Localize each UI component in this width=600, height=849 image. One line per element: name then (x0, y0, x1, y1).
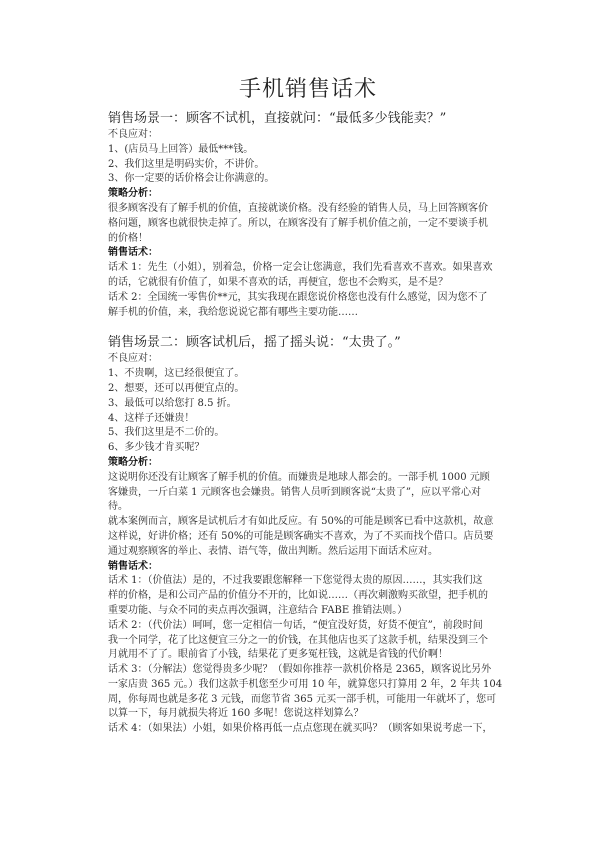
scene2-script-line: 话术 4：（如果法）小姐，如果价格再低一点点您现在就买吗？（顾客如果说考虑一下， (108, 723, 493, 735)
scene2-bad-item: 5、我们这里是不二价的。 (108, 427, 225, 439)
scene1-strategy-label: 策略分析： (108, 188, 158, 200)
scene1-script-line: 的话，它就很有价值了，如果不喜欢的话，再便宜，您也不会购买，是不是？ (108, 276, 448, 288)
page-title: 手机销售话术 (238, 77, 377, 102)
scene2-bad-item: 1、不贵啊，这已经很便宜了。 (108, 368, 245, 380)
scene2-bad-item: 3、最低可以给您打 8.5 折。 (108, 397, 237, 409)
scene2-script-line: 以算一下，每月就损失将近 160 多呢！您说这样划算么？ (108, 708, 364, 720)
scene2-strategy-line: 通过观察顾客的举止、表情、语气等，做出判断。然后运用下面话术应对。 (108, 545, 438, 557)
scene1-script-line: 解手机的价值，来，我给您说说它都有哪些主要功能…… (108, 306, 358, 318)
scene2-strategy-line: 这样说，好讲价格；还有 50%的可能是顾客确实不喜欢，为了不买而找个借口。店员要 (108, 530, 494, 542)
scene2-strategy-line: 这说明你还没有让顾客了解手机的价值。而嫌贵是地球人都会的。一部手机 1000 元顾 (108, 471, 490, 483)
scene2-script-line: 周，你每周也就是多花 3 元钱，而您节省 365 元买一部手机，可能用一年就坏了，您可 (108, 693, 497, 705)
scene2-script-line: 月就用不了了。眼前省了小钱，结果花了更多冤枉钱，这就是省钱的代价啊！ (108, 649, 448, 661)
scene1-bad-label: 不良应对： (108, 129, 158, 140)
scene2-script-label: 销售话术： (108, 560, 158, 572)
scene2-script-line: 我一个同学，花了比这便宜三分之一的价钱，在其他店也买了这款手机，结果没到三个 (108, 634, 488, 646)
scene1-strategy-line: 很多顾客没有了解手机的价值，直接就谈价格。没有经验的销售人员，马上回答顾客价 (108, 202, 488, 214)
scene2-script-line: 话术 1：（价值法）是的，不过我要跟您解释一下您觉得太贵的原因……，其实我们这 (108, 575, 483, 587)
scene2-script-line: 一家店贵 365 元。）我们这款手机您至少可用 10 年，就算您只打算用 2 年，2 年共 104 (108, 678, 503, 690)
scene2-bad-item: 2、想要，还可以再便宜点的。 (108, 382, 245, 394)
scene1-bad-item: 1、(店员马上回答）最低***钱。 (108, 143, 254, 155)
scene2-bad-label: 不良应对： (108, 353, 158, 365)
scene2-strategy-line: 待。 (108, 501, 128, 513)
scene2-strategy-label: 策略分析： (108, 456, 158, 468)
scene2-script-line: 样的价格，是和公司产品的价值分不开的，比如说……（再次刺激购买欲望，把手机的 (108, 590, 488, 602)
scene1-heading: 销售场景一：顾客不试机，直接就问：“最低多少钱能卖？” (108, 111, 447, 126)
scene1-strategy-line: 的价格！ (108, 232, 148, 244)
scene2-script-line: 重要功能、与众不同的卖点再次强调，注意结合 FABE 推销法则。） (108, 604, 408, 616)
scene1-bad-item: 3、你一定要的话价格会让你满意的。 (108, 173, 275, 185)
scene1-bad-item: 2、我们这里是明码实价，不讲价。 (108, 158, 265, 170)
scene1-script-line: 话术 1：先生（小姐），别着急，价格一定会让您满意，我们先看喜欢不喜欢。如果喜欢 (108, 262, 493, 274)
scene1-script-line: 话术 2：全国统一零售价**元，其实我现在跟您说价格您也没有什么感觉，因为您不了 (108, 291, 488, 303)
scene2-heading: 销售场景二：顾客试机后，摇了摇头说：“太贵了。” (108, 335, 401, 351)
scene2-script-line: 话术 3：（分解法）您觉得贵多少呢？（假如你推荐一款机价格是 2365，顾客说比另外 (108, 664, 492, 676)
scene2-bad-item: 6、多少钱才肯买呢？ (108, 442, 205, 454)
section-gap (108, 320, 508, 334)
scene2-script-line: 话术 2：（代价法）呵呵，您一定相信一句话，“便宜没好货，好货不便宜”，前段时间 (108, 619, 483, 631)
scene2-strategy-line: 客嫌贵，一斤白菜 1 元顾客也会嫌贵。销售人员听到顾客说“太贵了”，应以平常心对 (108, 486, 481, 498)
scene2-strategy-line: 就本案例而言，顾客是试机后才有如此反应。有 50%的可能是顾客已看中这款机，故意 (108, 516, 494, 528)
scene1-strategy-line: 格问题，顾客也就很快走掉了。所以，在顾客没有了解手机价值之前，一定不要谈手机 (108, 217, 488, 229)
scene1-script-label: 销售话术： (108, 247, 158, 259)
scene2-bad-item: 4、这样子还嫌贵！ (108, 412, 195, 424)
